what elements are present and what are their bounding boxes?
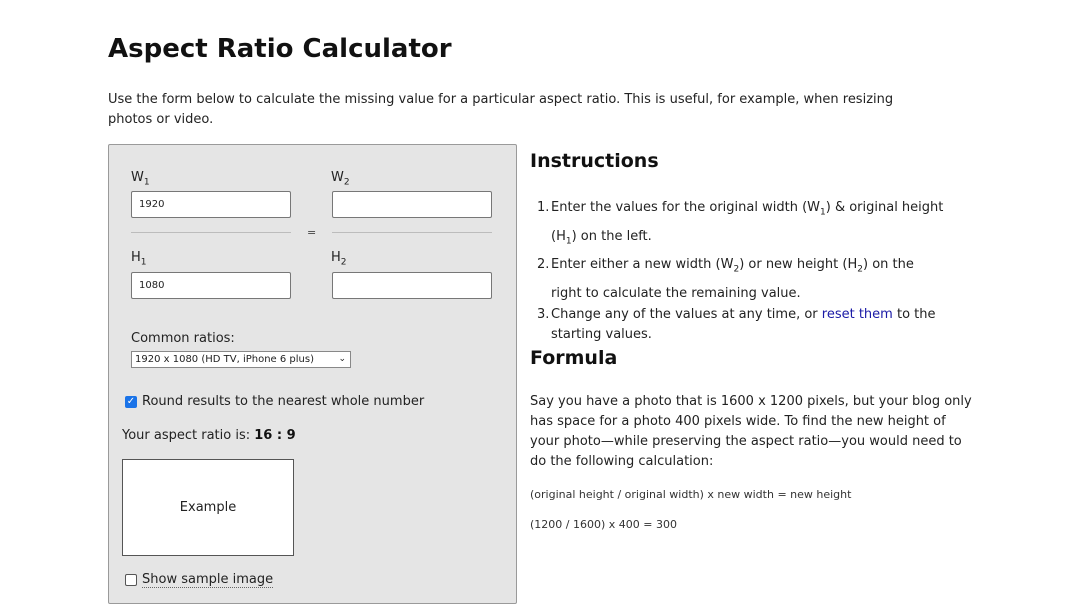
round-results-label: Round results to the nearest whole number — [142, 394, 425, 409]
instruction-step: 3. Change any of the values at any time, or reset them to the starting values. — [537, 306, 936, 342]
common-ratios-selected: 1920 x 1080 (HD TV, iPhone 6 plus) — [135, 354, 315, 365]
formula-paragraph: Say you have a photo that is 1600 x 1200 pixels, but your blog only has space for a photo 400 pixels wide. To find the new height of your photo—while preserving the aspect ratio—you would need to do the following calculation: — [530, 394, 972, 469]
formula-heading: Formula — [530, 347, 618, 369]
instruction-step: 2. Enter either a new width $(W_2)$ or new height $(H_2)$ on the right to calculate the remaining value. — [537, 257, 914, 301]
left-divider — [131, 232, 291, 233]
aspect-ratio-value: 16 : 9 — [254, 428, 296, 443]
chevron-down-icon: ⌄ — [338, 354, 346, 364]
w1-input[interactable] — [131, 191, 291, 218]
equals-sign: = — [307, 226, 317, 239]
page-title: Aspect Ratio Calculator — [108, 34, 452, 64]
formula-general: (original height / original width) x new width = new height — [530, 488, 852, 501]
example-preview-box — [122, 459, 294, 556]
show-sample-label: Show sample image — [142, 572, 274, 587]
checkbox-checked-icon[interactable]: ✓ — [126, 395, 136, 407]
common-ratios-label: Common ratios: — [131, 331, 235, 346]
common-ratios-select[interactable] — [131, 351, 351, 368]
w1-label: $W_1$ — [131, 170, 150, 188]
calculator-panel — [108, 144, 517, 604]
formula-example: (1200 / 1600) x 400 = 300 — [530, 518, 677, 531]
h1-input[interactable] — [131, 272, 291, 299]
instruction-step: 1. Enter the values for the original width $(W_1)$ & original height $(H_1)$ on the left. — [537, 200, 944, 247]
intro-text: Use the form below to calculate the missing value for a particular aspect ratio. This is useful, for example, when resizing photos or video. — [108, 92, 894, 127]
h2-input[interactable] — [332, 272, 492, 299]
instructions-list — [537, 196, 957, 345]
aspect-ratio-result — [122, 428, 296, 443]
w2-label: $W_2$ — [331, 170, 350, 188]
h1-label: $H_1$ — [131, 250, 147, 268]
aspect-ratio-label: Your aspect ratio is: — [122, 428, 251, 443]
info-column — [530, 150, 980, 531]
checkbox-unchecked-icon[interactable] — [125, 574, 137, 586]
w2-input[interactable] — [332, 191, 492, 218]
show-sample-option[interactable] — [125, 572, 273, 588]
round-results-option[interactable] — [125, 394, 424, 409]
instructions-heading: Instructions — [530, 150, 659, 172]
reset-link[interactable]: reset them — [821, 306, 893, 322]
example-label: Example — [179, 500, 237, 515]
h2-label: $H_2$ — [331, 250, 347, 268]
right-divider — [332, 232, 492, 233]
